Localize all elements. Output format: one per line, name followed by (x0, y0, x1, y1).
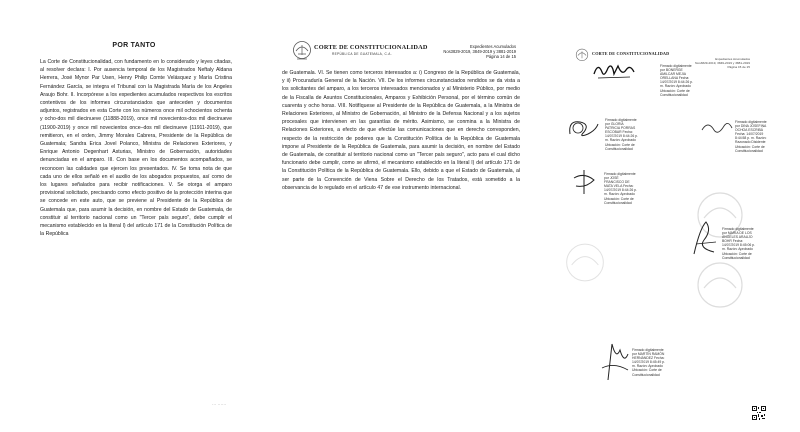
digital-signature-martin: Firmado digitalmente por MARTÍN RAMÓN HERNÁNDEZ Fecha: 14/07/2019 8:45:49 p. m. Razón: Aprobado Ubicación: Corte de Constitucionalidad (632, 348, 665, 377)
page-footmark: ··· ······ (212, 403, 227, 407)
digital-signature-maria: Firmado digitalmente por MARÍA DE LOS ÁNGELES ARAUJO BOHR Fecha: 14/07/2019 8:45:06 p. m. Razón: Aprobado Ubicación: Corte de Constitucionalidad (722, 227, 755, 260)
page-number: Página 14 de 15 (486, 54, 516, 60)
case-label: Expedientes Acumulados (470, 44, 516, 49)
watermark-seal-icon (690, 260, 750, 310)
court-subtitle: REPÚBLICA DE GUATEMALA, C.A. (332, 52, 392, 56)
court-seal-icon (575, 48, 589, 63)
handwritten-signature (592, 60, 638, 82)
case-reference (430, 44, 516, 59)
handwritten-signature (566, 114, 602, 142)
digital-signature-gloria: Firmado digitalmente por GLORIA PATRICIA PORRAS ESCOBAR Fecha: 14/07/2019 8:44:26 p. m. Razón: Aprobado Ubicación: Corte de Constitucionalidad (605, 118, 638, 151)
court-name: CORTE DE CONSTITUCIONALIDAD (592, 51, 670, 56)
watermark-seal-icon (560, 240, 610, 285)
digital-signature-jose: Firmado digitalmente por JOSÉ FRANCISCO DE MATA VELA Fecha: 14/07/2019 8:44:26 p. m. Razón: Aprobado Ubicación: Corte de Constitucionalidad (604, 172, 637, 205)
court-seal-icon (292, 40, 312, 62)
section-heading: POR TANTO (112, 42, 156, 49)
case-label: Expedientes Acumulados (715, 57, 750, 61)
court-name: CORTE DE CONSTITUCIONALIDAD (314, 44, 428, 51)
handwritten-signature (568, 168, 602, 196)
qr-code-icon (752, 406, 766, 420)
handwritten-signature (598, 340, 632, 382)
resolution-text-page-1 (40, 58, 232, 238)
handwritten-signature (700, 118, 734, 138)
digital-signature-dina: Firmado digitalmente por DINA JOSEFINA OCHOA ESCRIBÁ Fecha: 14/07/2019 8:44:58 p. m. Razón: Razonado Disidente Ubicación: Corte de Constitucionalidad (735, 120, 767, 153)
case-numbers: Nos3829-2019, 3849-2019 y 3881-2019 (443, 49, 516, 55)
digital-signature-bonerge: Firmado digitalmente por BONERGE AMILCAR MEJIA ORELLANA Fecha: 14/07/2019 8:44:26 p. m. Razón: Aprobado Ubicación: Corte de Constitucionalidad (660, 64, 693, 97)
document-page-2 (268, 0, 540, 432)
resolution-paragraph: La Corte de Constitucionalidad, con fundamento en lo considerado y leyes citadas, al resolver declara: I. Por ausencia temporal de los Magistrados Neftaly Aldana Herrera, José Mynor Par Usen, Henry Philip Comte Velásquez y María Cristina Fernández García, se integra el Tribunal con la Magistrada María de los Angeles Araujo Bohr. II. Incorpórese a los expedientes acumulados respectivos los escritos contentivos de los informes circunstanciados que anteceden y documentos adjuntos, registrados en esta Corte con los números once mil ochocientos ochenta y ocho-dos mil diecinueve (11888-2019), once mil novecientos-dos mil diecinueve (11900-2019) y once mil novecientos once–dos mil diecinueve (11911-2019), que remitieron, en el orden, Jimmy Morales Cabrera, Presidente de la República de Guatemala; Sandra Erica Jovel Polanco, Ministra de Relaciones Exteriores, y Enrique Antonio Degenhart Asturias, Ministro de Gobernación, autoridades denunciadas en el amparo. III. Con base en los documentos acompañados, se reconocen las calidades que ejercen los presentados. IV. Se toma nota de que cada uno de ellos señaló en el auxilio de los abogados propuestos, así como de los lugares señalados para recibir notificaciones. V. Se otorga el amparo provisional solicitado, precisando como efecto positivo de la protección interina que se concede en este auto, que se previene al Presidente de la República de Guatemala que, para asumir la decisión, en nombre del Estado de Guatemala, de constituir al territorio nacional como un "Tercer país seguro", debe cumplir el mecanismo establecido en la literal l) del artículo 171 de la Constitución Política de la República (40, 59, 232, 238)
resolution-text-page-2 (282, 69, 520, 192)
resolution-paragraph: de Guatemala. VI. Se tienen como terceros interesados a: i) Congreso de la República de Guatemala, y ii) Procuraduría General de la Nación. VII. De los informes circunstanciados rendidos se da vista a los solicitantes del amparo, a los terceros interesados mencionados y al Ministerio Público, por medio de la Fiscalía de Asuntos Constitucionales, Amparos y Exhibición Personal, por el término común de cuarenta y ocho horas. VIII. Notifíquese al Presidente de la República de Guatemala, a la Ministra de Relaciones Exteriores, al Ministro de Gobernación, al Ministro de la Defensa Nacional y a los sujetos procesales que intervienen en las garantías de mérito. Asimismo, se conmina a la Ministra de Relaciones Exteriores, a efecto de que efectúe las comunicaciones que en derecho corresponden, respecto de la restricción de poderes que la Constitución Política de la República de Guatemala impone al Presidente de la República de Guatemala, para asumir la decisión, en nombre del Estado de Guatemala, de constituir al territorio nacional como un "Tercer país seguro", acto para el cual dicho funcionario debe cumplir, como se afirmó, el mecanismo establecido en la literal l) del artículo 171 de la Constitución Política de la República de Guatemala. Ello, debido a que el Estado de Guatemala, al ser parte de la Convención de Viena Sobre el Derecho de los Tratados, está sometido a la observancia de lo regulado en el artículo 47 de ese instrumento internacional. (282, 70, 520, 191)
handwritten-signature (690, 218, 720, 258)
case-numbers: Nos3829-2019, 3849-2019 y 3881-2019 (695, 60, 750, 65)
page-number: Página 15 de 15 (727, 64, 750, 69)
